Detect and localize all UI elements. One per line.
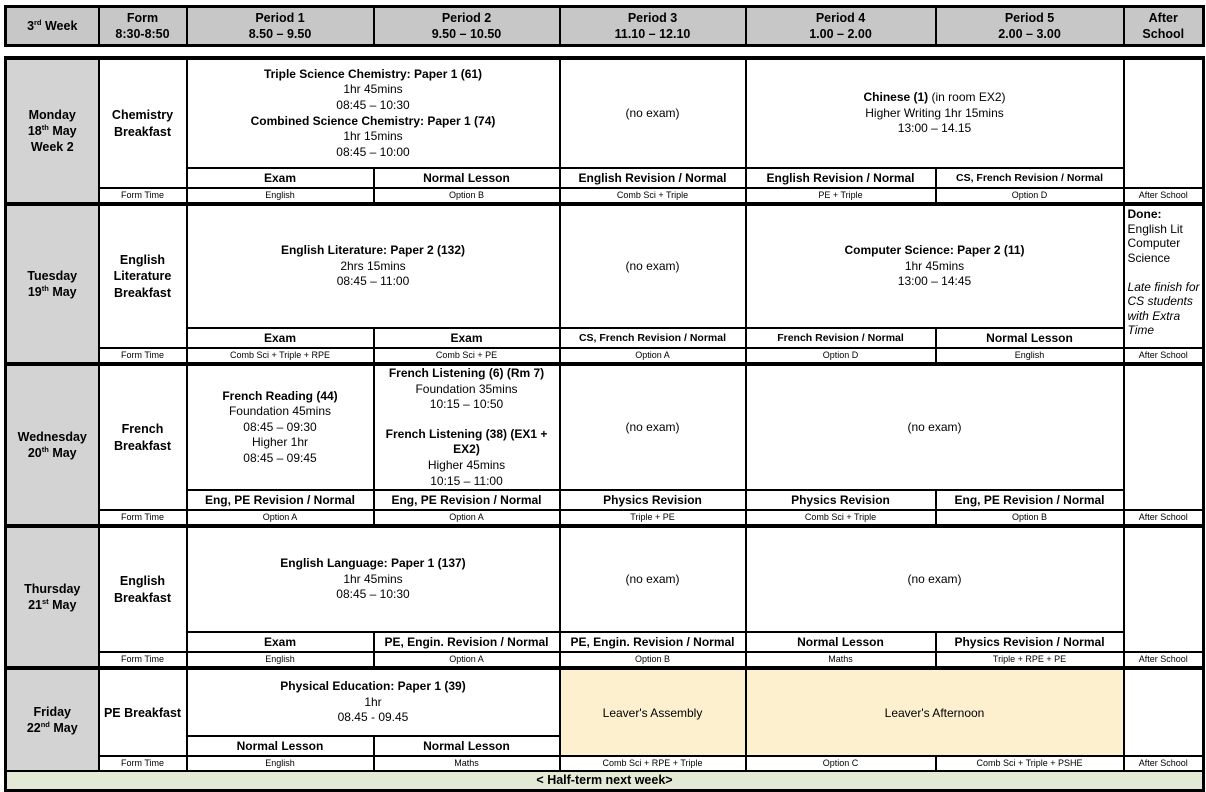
friday-form-p4: Option C <box>746 756 936 771</box>
monday-lesson-p2: Normal Lesson <box>374 168 560 188</box>
wednesday-exam-p2 <box>374 364 560 490</box>
exam-line: 08:45 – 09:45 <box>243 450 317 465</box>
thursday-lesson-p1: Exam <box>187 632 374 652</box>
wednesday-exam-row <box>6 364 1204 490</box>
exam-line: 08:45 – 10:00 <box>336 144 410 159</box>
wednesday-exam-p1 <box>187 364 374 490</box>
exam-line: Higher 45mins <box>427 457 506 472</box>
monday-form-p4: PE + Triple <box>746 188 936 204</box>
tuesday-form-p1: Comb Sci + Triple + RPE <box>187 348 374 364</box>
exam-line: Chinese (1) (in room EX2) <box>863 90 1006 105</box>
tuesday-exam-p3: (no exam) <box>560 204 746 328</box>
exam-line: 1hr <box>364 694 382 709</box>
timetable <box>4 56 1205 792</box>
half-term-banner: < Half-term next week> <box>6 771 1204 791</box>
exam-line: 08:45 – 09:30 <box>243 419 317 434</box>
thursday-form-p2: Option A <box>374 652 560 668</box>
breakfast-friday: PE Breakfast <box>99 668 187 756</box>
wednesday-lesson-p4: Physics Revision <box>746 490 936 510</box>
col-header-period-1: Period 1 8.50 – 9.50 <box>187 7 374 46</box>
exam-line: 1hr 15mins <box>343 129 403 144</box>
friday-exam-p1-p2 <box>187 668 560 736</box>
exam-line: Physical Education: Paper 1 (39) <box>280 679 466 694</box>
wednesday-form-time-label: Form Time <box>99 510 187 526</box>
exam-line: 10:15 – 10:50 <box>429 397 504 412</box>
note-item: English Lit <box>1127 221 1183 236</box>
exam-line: 13:00 – 14.15 <box>897 121 972 136</box>
day-cell-friday <box>6 668 99 771</box>
col-header-period-2: Period 2 9.50 – 10.50 <box>374 7 560 46</box>
day-date: 19th May <box>27 283 77 300</box>
exam-line: 08:45 – 10:30 <box>336 97 410 112</box>
tuesday-form-p2: Comb Sci + PE <box>374 348 560 364</box>
tuesday-lesson-p4: French Revision / Normal <box>746 328 936 348</box>
exam-line: Computer Science: Paper 2 (11) <box>844 243 1025 258</box>
thursday-form-time-label: Form Time <box>99 652 187 668</box>
note-late-finish: Late finish for CS students with Extra Time <box>1127 279 1200 338</box>
tuesday-exam-p1-p2 <box>187 204 560 328</box>
exam-line: French Reading (44) <box>222 388 338 403</box>
monday-form-p5: Option D <box>936 188 1124 204</box>
exam-line: 1hr 45mins <box>343 571 403 586</box>
friday-form-p1: English <box>187 756 374 771</box>
day-name: Friday <box>33 704 71 719</box>
breakfast-wednesday: French Breakfast <box>99 364 187 510</box>
monday-form-p2: Option B <box>374 188 560 204</box>
col-header-after-school: After School <box>1124 7 1204 46</box>
friday-form-time-label: Form Time <box>99 756 187 771</box>
thursday-exam-p4-p5: (no exam) <box>746 526 1124 632</box>
tuesday-form-row <box>6 348 1204 364</box>
wednesday-form-p3: Triple + PE <box>560 510 746 526</box>
day-name: Thursday <box>24 581 81 596</box>
note-spacer <box>1128 266 1201 280</box>
exam-line: Higher Writing 1hr 15mins <box>865 105 1004 120</box>
exam-line: 1hr 45mins <box>343 82 403 97</box>
thursday-form-p1: English <box>187 652 374 668</box>
tuesday-exam-row <box>6 204 1204 328</box>
monday-exam-row <box>6 58 1204 168</box>
thursday-exam-row <box>6 526 1204 632</box>
breakfast-monday: Chemistry Breakfast <box>99 58 187 188</box>
friday-lesson-p2: Normal Lesson <box>374 736 560 756</box>
exam-line: Foundation 35mins <box>415 381 518 396</box>
header-row <box>6 7 1204 46</box>
note-item: Computer Science <box>1127 236 1181 265</box>
monday-lesson-p4: English Revision / Normal <box>746 168 936 188</box>
day-name: Monday <box>28 107 76 122</box>
tuesday-exam-p4-p5 <box>746 204 1124 328</box>
exam-line: English Literature: Paper 2 (132) <box>280 243 466 258</box>
header-table <box>4 5 1205 47</box>
col-header-period-3: Period 3 11.10 – 12.10 <box>560 7 746 46</box>
week-title: 3rd Week <box>6 7 99 46</box>
tuesday-after-school-note <box>1124 204 1204 348</box>
exam-line: Foundation 45mins <box>228 404 332 419</box>
thursday-after-school-cell <box>1124 526 1204 652</box>
breakfast-tuesday: English Literature Breakfast <box>99 204 187 348</box>
wednesday-form-p1: Option A <box>187 510 374 526</box>
thursday-exam-p3: (no exam) <box>560 526 746 632</box>
friday-lesson-p1: Normal Lesson <box>187 736 374 756</box>
wednesday-lesson-p1: Eng, PE Revision / Normal <box>187 490 374 510</box>
friday-form-row <box>6 756 1204 771</box>
day-note: Week 2 <box>30 140 74 155</box>
thursday-lesson-p2: PE, Engin. Revision / Normal <box>374 632 560 652</box>
wednesday-form-row <box>6 510 1204 526</box>
monday-lesson-p5: CS, French Revision / Normal <box>936 168 1124 188</box>
wednesday-form-p2: Option A <box>374 510 560 526</box>
day-date: 20th May <box>27 445 77 461</box>
thursday-after-school-label: After School <box>1124 652 1204 668</box>
tuesday-lesson-p1: Exam <box>187 328 374 348</box>
tuesday-form-time-label: Form Time <box>99 348 187 364</box>
monday-lesson-p3: English Revision / Normal <box>560 168 746 188</box>
thursday-form-p4: Maths <box>746 652 936 668</box>
thursday-exam-p1-p2 <box>187 526 560 632</box>
day-cell-tuesday <box>6 204 99 364</box>
exam-line: Combined Science Chemistry: Paper 1 (74) <box>250 113 496 128</box>
wednesday-after-school-label: After School <box>1124 510 1204 526</box>
exam-line: Higher 1hr <box>251 435 309 450</box>
friday-after-school-label: After School <box>1124 756 1204 771</box>
exam-line: French Listening (6) (Rm 7) <box>388 366 545 380</box>
day-date: 21st May <box>28 597 77 613</box>
thursday-form-p5: Triple + RPE + PE <box>936 652 1124 668</box>
exam-line: 1hr 45mins <box>904 258 965 273</box>
monday-form-time-label: Form Time <box>99 188 187 204</box>
friday-leavers-afternoon-cell: Leaver's Afternoon <box>746 668 1124 756</box>
thursday-lesson-p5: Physics Revision / Normal <box>936 632 1124 652</box>
friday-leavers-assembly-cell: Leaver's Assembly <box>560 668 746 756</box>
monday-lesson-p1: Exam <box>187 168 374 188</box>
monday-exam-p1-p2 <box>187 58 560 168</box>
monday-after-school-label: After School <box>1124 188 1204 204</box>
monday-form-p1: English <box>187 188 374 204</box>
exam-line: 08:45 – 11:00 <box>336 274 410 289</box>
wednesday-form-p4: Comb Sci + Triple <box>746 510 936 526</box>
col-header-period-5: Period 5 2.00 – 3.00 <box>936 7 1124 46</box>
tuesday-after-school-label: After School <box>1124 348 1204 364</box>
wednesday-exam-p4-p5: (no exam) <box>746 364 1124 490</box>
day-name: Wednesday <box>17 429 87 444</box>
col-header-form: Form 8:30-8:50 <box>99 7 187 46</box>
thursday-form-p3: Option B <box>560 652 746 668</box>
tuesday-form-p5: English <box>936 348 1124 364</box>
exam-line: 08:45 – 10:30 <box>336 587 410 602</box>
exam-line: Triple Science Chemistry: Paper 1 (61) <box>263 66 483 81</box>
wednesday-form-p5: Option B <box>936 510 1124 526</box>
wednesday-exam-p3: (no exam) <box>560 364 746 490</box>
footer-row <box>6 771 1204 791</box>
monday-exam-p3: (no exam) <box>560 58 746 168</box>
tuesday-form-p3: Option A <box>560 348 746 364</box>
tuesday-lesson-p2: Exam <box>374 328 560 348</box>
tuesday-lesson-p5: Normal Lesson <box>936 328 1124 348</box>
wednesday-lesson-p3: Physics Revision <box>560 490 746 510</box>
day-date: 18th May <box>27 122 77 138</box>
friday-exam-row <box>6 668 1204 736</box>
exam-line: French Listening (38) (EX1 + EX2) <box>385 426 548 457</box>
note-title: Done: <box>1127 207 1162 221</box>
friday-form-p3: Comb Sci + RPE + Triple <box>560 756 746 771</box>
monday-after-school-cell <box>1124 58 1204 188</box>
day-date: 22nd May <box>26 720 78 736</box>
exam-line: 08.45 - 09.45 <box>337 710 409 725</box>
friday-form-p2: Maths <box>374 756 560 771</box>
thursday-lesson-p3: PE, Engin. Revision / Normal <box>560 632 746 652</box>
exam-line: English Language: Paper 1 (137) <box>280 556 466 571</box>
friday-after-school-cell <box>1124 668 1204 756</box>
wednesday-lesson-p5: Eng, PE Revision / Normal <box>936 490 1124 510</box>
day-cell-monday <box>6 58 99 204</box>
breakfast-thursday: English Breakfast <box>99 526 187 652</box>
friday-form-p5: Comb Sci + Triple + PSHE <box>936 756 1124 771</box>
thursday-lesson-p4: Normal Lesson <box>746 632 936 652</box>
tuesday-form-p4: Option D <box>746 348 936 364</box>
exam-line: 2hrs 15mins <box>340 258 406 273</box>
thursday-form-row <box>6 652 1204 668</box>
col-header-period-4: Period 4 1.00 – 2.00 <box>746 7 936 46</box>
exam-gap <box>376 413 558 427</box>
day-cell-thursday <box>6 526 99 668</box>
wednesday-lesson-p2: Eng, PE Revision / Normal <box>374 490 560 510</box>
monday-exam-p4-p5 <box>746 58 1124 168</box>
exam-line: 13:00 – 14:45 <box>897 274 972 289</box>
monday-form-row <box>6 188 1204 204</box>
wednesday-after-school-cell <box>1124 364 1204 510</box>
day-name: Tuesday <box>27 268 78 283</box>
tuesday-lesson-p3: CS, French Revision / Normal <box>560 328 746 348</box>
day-cell-wednesday <box>6 364 99 526</box>
exam-line: 10:15 – 11:00 <box>430 473 503 488</box>
monday-form-p3: Comb Sci + Triple <box>560 188 746 204</box>
